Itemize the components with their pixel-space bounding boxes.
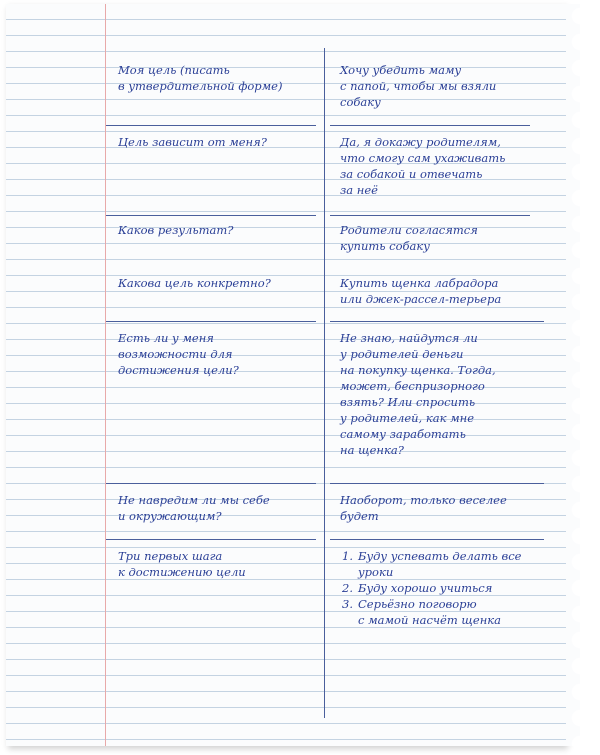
question-harm: Не навредим ли мы себе и окружающим? bbox=[118, 493, 270, 523]
row-separator bbox=[106, 539, 316, 540]
question-goal: Моя цель (писать в утвердительной форме) bbox=[118, 63, 283, 93]
question-specific-goal: Какова цель конкретно? bbox=[118, 276, 271, 290]
notebook-page bbox=[6, 4, 566, 746]
row-separator bbox=[330, 539, 544, 540]
step-item: 2. Буду хорошо учиться bbox=[342, 581, 493, 595]
row-separator bbox=[330, 125, 530, 126]
answer-possibilities: Не знаю, найдутся ли у родителей деньги на покупку щенка. Тогда, может, беспризорного взять? Или спросить у родителей, как мне самому заработать на щенка? bbox=[340, 331, 496, 457]
question-first-steps: Три первых шага к достижению цели bbox=[118, 549, 246, 579]
row-separator bbox=[106, 483, 316, 484]
steps-list bbox=[340, 548, 554, 628]
row-separator bbox=[106, 215, 316, 216]
answer-depends-on-me: Да, я докажу родителям, что смогу сам ухаживать за собакой и отвечать за неё bbox=[340, 135, 506, 197]
question-result: Каков результат? bbox=[118, 223, 234, 237]
row-separator bbox=[106, 321, 316, 322]
answer-goal: Хочу убедить маму с папой, чтобы мы взяли собаку bbox=[340, 63, 497, 109]
question-possibilities: Есть ли у меня возможности для достижения цели? bbox=[118, 331, 239, 377]
answer-harm: Наоборот, только веселее будет bbox=[340, 493, 507, 523]
margin-line bbox=[105, 4, 106, 746]
answer-specific-goal: Купить щенка лабрадора или джек-рассел-терьера bbox=[340, 276, 502, 306]
step-item: 3. Серьёзно поговорю с мамой насчёт щенка bbox=[342, 597, 502, 627]
question-depends-on-me: Цель зависит от меня? bbox=[118, 135, 267, 149]
row-separator bbox=[106, 125, 316, 126]
answer-result: Родители согласятся купить собаку bbox=[340, 223, 478, 253]
step-item: 1. Буду успевать делать все уроки bbox=[342, 549, 522, 579]
row-separator bbox=[330, 215, 530, 216]
row-separator bbox=[330, 483, 544, 484]
column-divider bbox=[324, 48, 325, 718]
row-separator bbox=[330, 321, 544, 322]
